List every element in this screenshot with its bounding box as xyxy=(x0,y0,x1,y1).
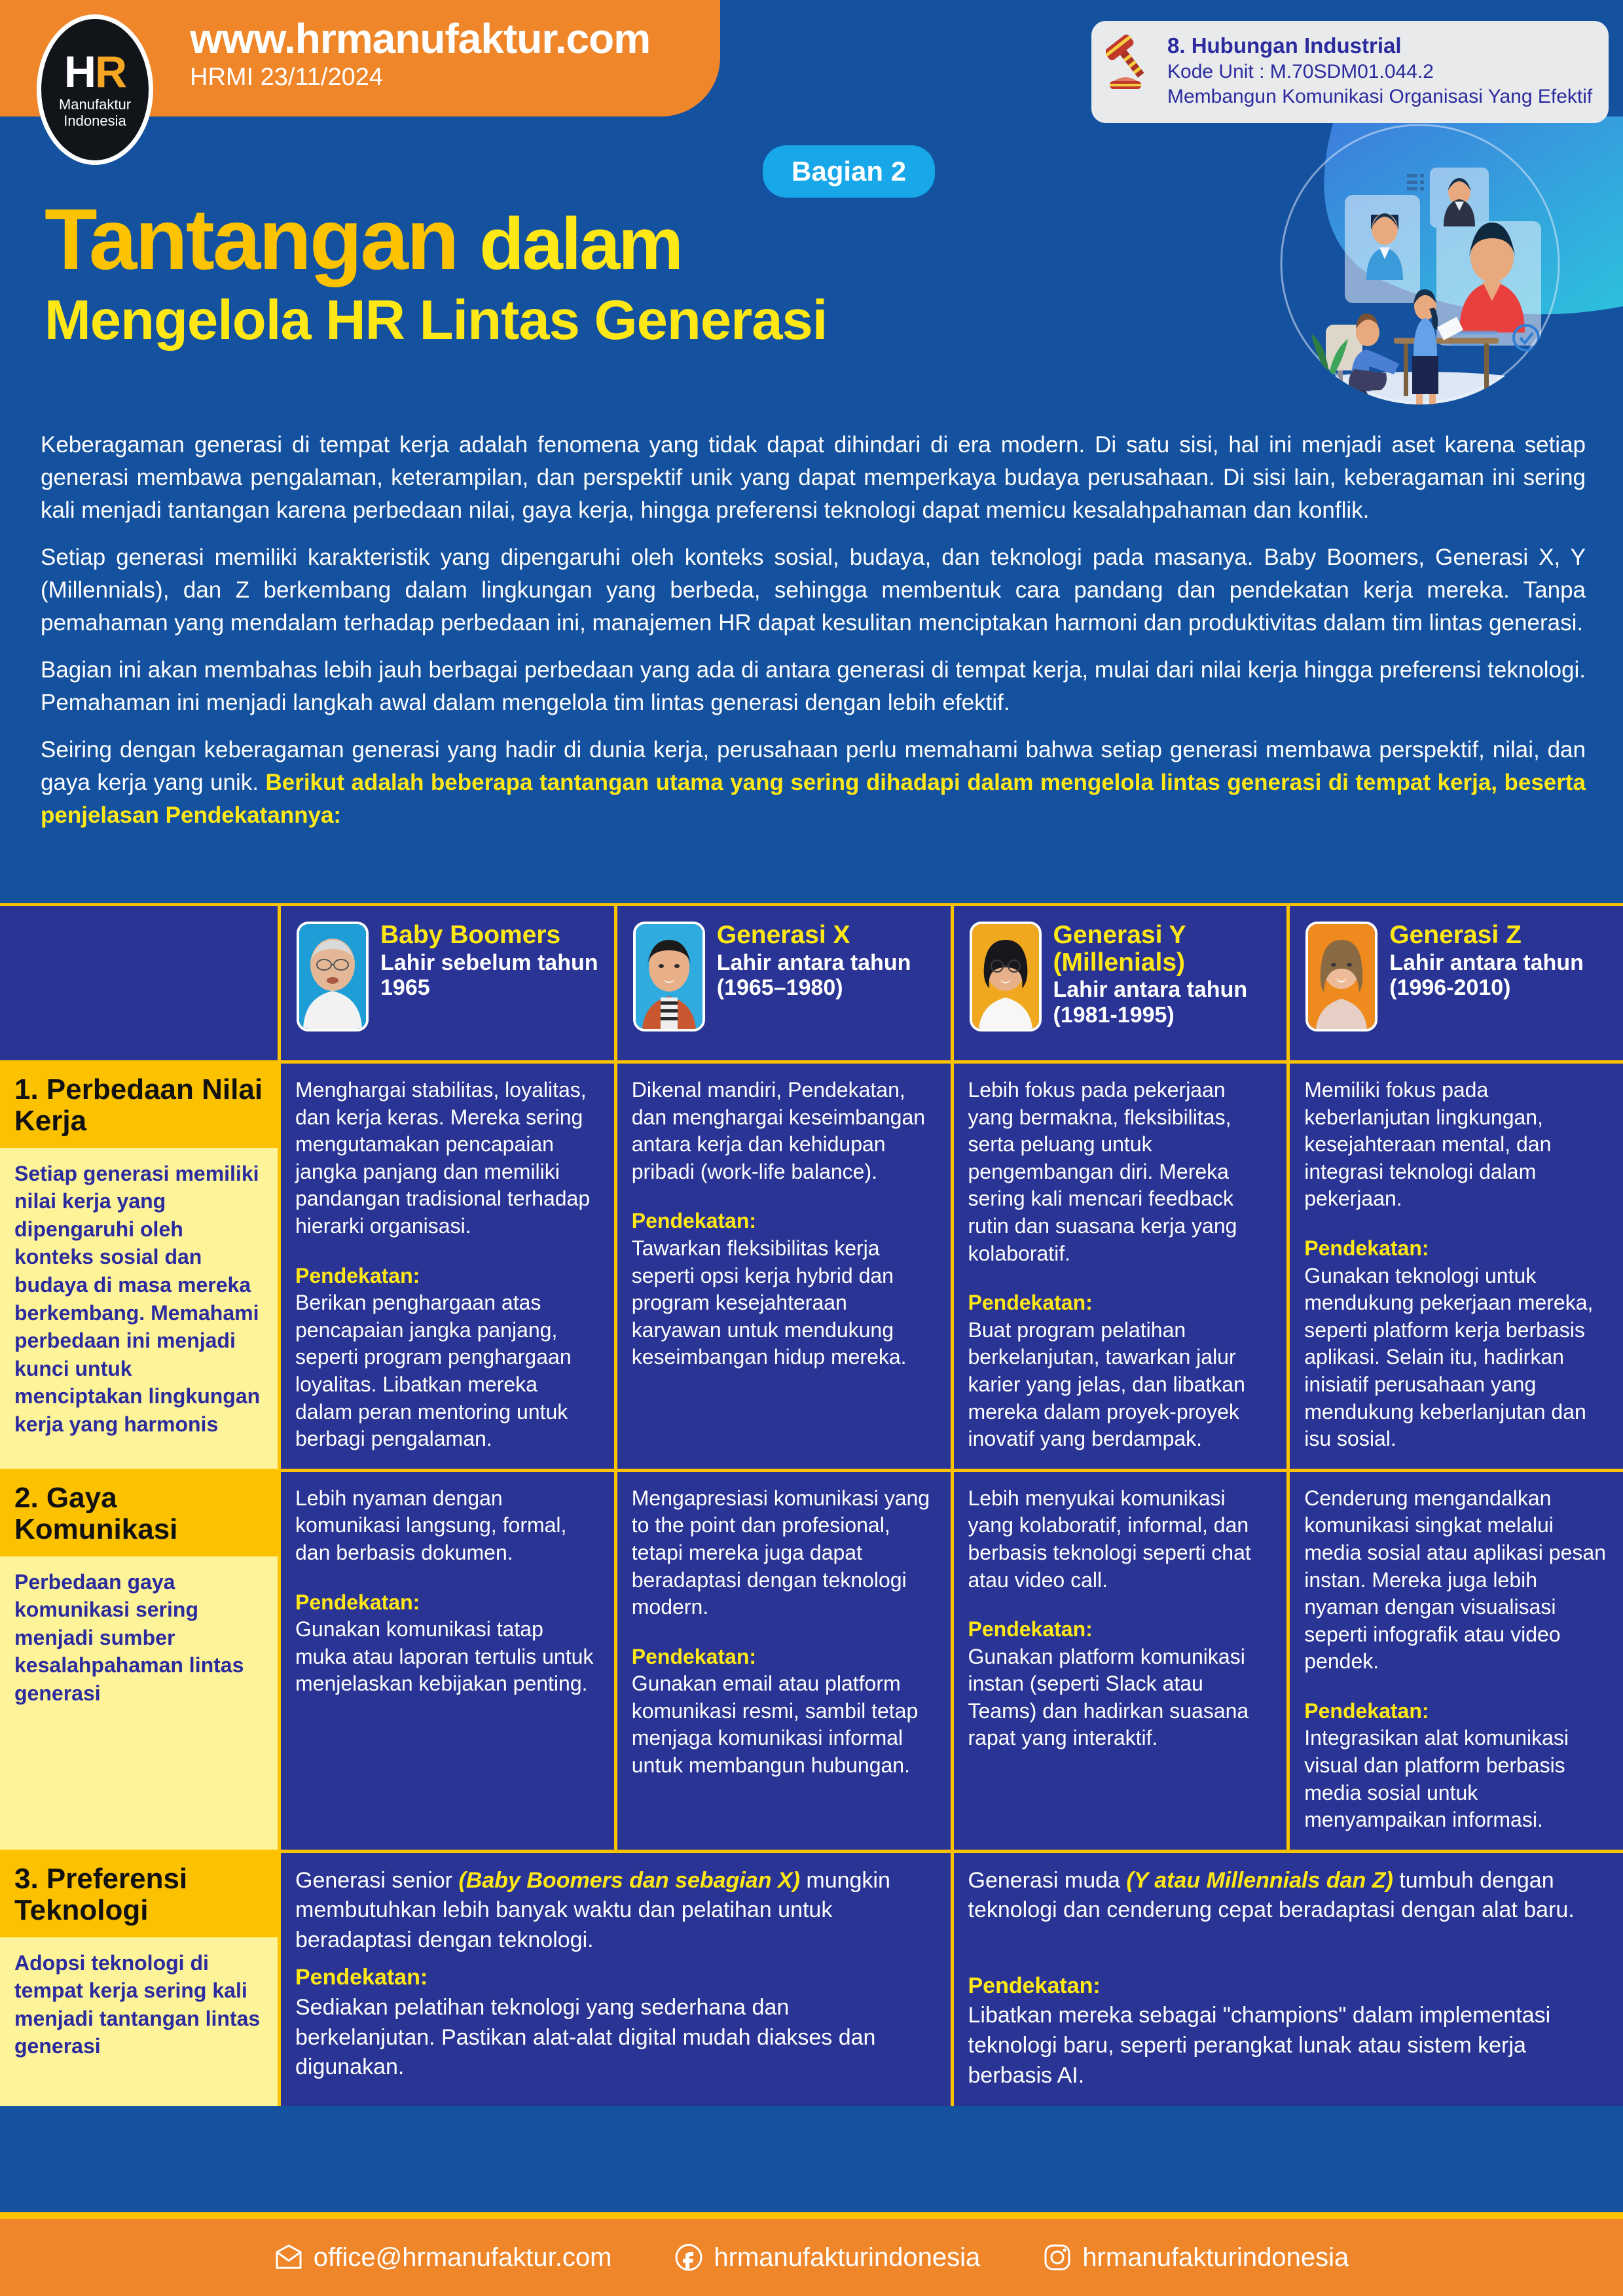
pendekatan-label: Pendekatan: xyxy=(1304,1236,1429,1260)
cell-row3-senior-generations xyxy=(278,1853,951,2106)
generation-name: Generasi Z xyxy=(1389,921,1522,949)
footer-facebook-text: hrmanufakturindonesia xyxy=(714,2242,981,2272)
cell-description: Cenderung mengandalkan komunikasi singkat melalui media sosial atau aplikasi pesan instan. Mereka juga lebih nyaman dengan visualisasi seperti infografik atau video pendek. xyxy=(1304,1486,1606,1674)
part-badge: Bagian 2 xyxy=(763,145,935,198)
footer-instagram[interactable] xyxy=(1043,2243,1349,2272)
column-text-generasi-y xyxy=(1053,922,1277,1028)
cell-approach xyxy=(295,1263,598,1453)
instagram-icon xyxy=(1043,2243,1072,2272)
logo-line1: Manufaktur xyxy=(58,96,132,113)
column-text-generasi-z xyxy=(1389,922,1613,1001)
cell-approach xyxy=(968,1289,1271,1453)
cell-row2-baby-boomers xyxy=(278,1472,614,1850)
table-header-spacer xyxy=(0,906,278,1060)
cell-description: Dikenal mandiri, Pendekatan, dan menghargai keseimbangan antara kerja dan kehidupan pribadi (work-life balance). xyxy=(631,1078,926,1183)
column-header-generasi-x xyxy=(614,906,951,1060)
row-subtitle: Setiap generasi memiliki nilai kerja yang dipengaruhi oleh konteks sosial dan budaya di masa mereka berkembang. Memahami perbedaan ini menjadi kunci untuk menciptakan lingkungan kerja yang harmonis xyxy=(14,1161,261,1436)
cell-row1-generasi-z xyxy=(1286,1064,1623,1469)
cell-row3-young-generations xyxy=(951,1853,1623,2106)
column-header-baby-boomers xyxy=(278,906,614,1060)
pendekatan-text: Sediakan pelatihan teknologi yang sederhana dan berkelanjutan. Pastikan alat-alat digital mudah diakses dan digunakan. xyxy=(295,1995,876,2080)
cell-approach xyxy=(968,1971,1608,2090)
generation-birth-range: Lahir antara tahun (1981-1995) xyxy=(1053,977,1248,1028)
hero-illustration xyxy=(1204,117,1623,418)
footer-instagram-text: hrmanufakturindonesia xyxy=(1082,2242,1349,2272)
intro-p4-plain: Seiring dengan keberagaman generasi yang hadir di dunia kerja, perusahaan perlu memahami bahwa setiap generasi membawa perspektif, nilai, dan gaya kerja yang unik. xyxy=(41,737,1586,796)
unit-description: Membangun Komunikasi Organisasi Yang Efektif xyxy=(1167,85,1593,107)
site-url[interactable]: www.hrmanufaktur.com xyxy=(190,15,651,62)
cell-description: Lebih fokus pada pekerjaan yang bermakna, fleksibilitas, serta peluang untuk pengembangan diri. Mereka sering kali mencari feedback rutin dan suasana kerja yang kolaboratif. xyxy=(968,1078,1237,1265)
page-title xyxy=(45,191,828,351)
title-line-1 xyxy=(45,191,827,287)
pendekatan-text: Integrasikan alat komunikasi visual dan platform berbasis media sosial untuk menyampaikan informasi. xyxy=(1304,1726,1569,1832)
logo-subtext xyxy=(59,97,131,129)
pendekatan-text: Gunakan platform komunikasi instan (seperti Slack atau Teams) dan hadirkan suasana rapat yang interaktif. xyxy=(968,1644,1249,1750)
footer-email[interactable] xyxy=(274,2243,612,2272)
intro-paragraph-3: Bagian ini akan membahas lebih jauh berbagai perbedaan yang ada di antara generasi di tempat kerja, mulai dari nilai kerja hingga preferensi teknologi. Pemahaman ini menjadi langkah awal dalam mengelola tim lintas generasi dengan lebih efektif. xyxy=(41,657,1586,716)
row-subtitle: Adopsi teknologi di tempat kerja sering kali menjadi tantangan lintas generasi xyxy=(14,1950,261,2058)
table-header-row xyxy=(0,903,1623,1060)
page-footer xyxy=(0,2219,1623,2296)
pendekatan-label: Pendekatan: xyxy=(968,1291,1093,1315)
cell-row1-generasi-y xyxy=(951,1064,1287,1469)
cell-description: Memiliki fokus pada keberlanjutan lingkungan, kesejahteraan mental, dan integrasi teknologi dalam pekerjaan. xyxy=(1304,1078,1552,1211)
pendekatan-text: Gunakan teknologi untuk mendukung pekerjaan mereka, seperti platform kerja berbasis aplikasi. Selain itu, hadirkan inisiatif perusahaan yang mendukung keberlanjutan dan isu sosial. xyxy=(1304,1263,1594,1451)
column-header-generasi-y xyxy=(951,906,1287,1060)
desc-prefix: Generasi senior xyxy=(295,1867,459,1893)
avatar-generasi-z xyxy=(1305,922,1377,1031)
cell-approach xyxy=(295,1963,935,2082)
pendekatan-label: Pendekatan: xyxy=(295,1965,428,1990)
generation-birth-range: Lahir sebelum tahun 1965 xyxy=(380,950,598,1001)
intro-p4-highlight: Berikut adalah beberapa tantangan utama yang sering dihadapi dalam mengelola lintas generasi di tempat kerja, beserta penjelasan Pendekatannya: xyxy=(41,770,1586,829)
desc-suffix: mungkin membutuhkan lebih banyak waktu dan pelatihan untuk beradaptasi dengan teknologi. xyxy=(295,1867,890,1952)
cell-description: Lebih menyukai komunikasi yang kolaboratif, informal, dan berbasis teknologi seperti chat atau video call. xyxy=(968,1486,1251,1592)
avatar-baby-boomers xyxy=(297,922,369,1031)
title-word-dalam: dalam xyxy=(479,203,682,285)
cell-row1-generasi-x xyxy=(614,1064,951,1469)
desc-prefix: Generasi muda xyxy=(968,1867,1127,1893)
row-title: 1. Perbedaan Nilai Kerja xyxy=(0,1064,278,1148)
generation-name: Baby Boomers xyxy=(380,921,561,949)
cell-approach xyxy=(968,1616,1271,1752)
logo-initial-r: R xyxy=(95,47,126,98)
desc-emphasis: (Y atau Millennials dan Z) xyxy=(1126,1867,1393,1893)
unit-title: 8. Hubungan Industrial xyxy=(1167,33,1402,58)
pendekatan-text: Berikan penghargaan atas pencapaian jangka panjang, seperti program penghargaan loyalitas. Libatkan mereka dalam peran mentoring untuk berbagi pengalaman. xyxy=(295,1291,572,1451)
generation-name: Generasi X xyxy=(716,921,850,949)
site-date: HRMI 23/11/2024 xyxy=(190,63,384,92)
avatar-generasi-y xyxy=(970,922,1042,1031)
footer-facebook[interactable] xyxy=(674,2243,980,2272)
row-subtitle: Perbedaan gaya komunikasi sering menjadi sumber kesalahpahaman lintas generasi xyxy=(14,1570,244,1705)
pendekatan-text: Libatkan mereka sebagai "champions" dalam implementasi teknologi baru, seperti perangkat lunak atau sistem kerja berbasis AI. xyxy=(968,2003,1551,2088)
table-row xyxy=(0,1469,1623,1850)
logo-line2: Indonesia xyxy=(64,113,126,129)
column-text-baby-boomers xyxy=(380,922,604,1001)
brand-logo xyxy=(37,14,153,165)
row-title: 2. Gaya Komunikasi xyxy=(0,1472,278,1556)
pendekatan-text: Tawarkan fleksibilitas kerja seperti opsi kerja hybrid dan program kesejahteraan karyawan untuk mendukung keseimbangan hidup mereka. xyxy=(631,1236,907,1369)
generation-comparison-table xyxy=(0,903,1623,2106)
pendekatan-label: Pendekatan: xyxy=(968,1973,1101,1998)
cell-description xyxy=(295,1866,935,1956)
row-title: 3. Preferensi Teknologi xyxy=(0,1853,278,1937)
intro-paragraph-1: Keberagaman generasi di tempat kerja adalah fenomena yang tidak dapat dihindari di era modern. Di satu sisi, hal ini menjadi aset karena setiap generasi membawa pengalaman, keterampilan, dan perspektif unik yang dapat memperkaya budaya perusahaan. Di sisi lain, keberagaman ini sering kali menjadi tantangan karena perbedaan nilai, gaya kerja, hingga preferensi teknologi dapat memicu kesalahpahaman dan konflik. xyxy=(41,432,1586,524)
cell-description: Menghargai stabilitas, loyalitas, dan kerja keras. Mereka sering mengutamakan pencapaian jangka panjang dan memiliki pandangan tradisional terhadap hierarki organisasi. xyxy=(295,1078,591,1238)
title-line-2: Mengelola HR Lintas Generasi xyxy=(45,289,828,351)
cell-row2-generasi-y xyxy=(951,1472,1287,1850)
desc-suffix: tumbuh dengan teknologi dan cenderung cepat beradaptasi dengan alat baru. xyxy=(968,1867,1575,1923)
unit-badge xyxy=(1091,21,1609,123)
unit-badge-text xyxy=(1167,34,1592,109)
intro-section xyxy=(41,429,1586,833)
cell-approach xyxy=(295,1589,598,1698)
pendekatan-label: Pendekatan: xyxy=(968,1617,1093,1641)
intro-paragraph-4 xyxy=(41,734,1586,832)
pendekatan-label: Pendekatan: xyxy=(295,1263,420,1287)
footer-email-text: office@hrmanufaktur.com xyxy=(313,2242,612,2272)
cell-row1-baby-boomers xyxy=(278,1064,614,1469)
pendekatan-text: Gunakan komunikasi tatap muka atau laporan tertulis untuk menjelaskan kebijakan penting. xyxy=(295,1617,594,1696)
generation-birth-range: Lahir antara tahun (1965–1980) xyxy=(716,950,911,1001)
cell-description: Mengapresiasi komunikasi yang to the point dan profesional, tetapi mereka juga dapat beradaptasi dengan teknologi modern. xyxy=(631,1486,930,1619)
column-header-generasi-z xyxy=(1286,906,1623,1060)
pendekatan-text: Buat program pelatihan berkelanjutan, tawarkan jalur karier yang jelas, dan libatkan mereka dalam proyek-proyek inovatif yang berdampak. xyxy=(968,1318,1245,1451)
desc-emphasis: (Baby Boomers dan sebagian X) xyxy=(458,1867,800,1893)
intro-paragraph-2: Setiap generasi memiliki karakteristik yang dipengaruhi oleh konteks sosial, budaya, dan teknologi pada masanya. Baby Boomers, Generasi X, Y (Millennials), dan Z berkembang dalam lingkungan yang berbeda, sehingga membentuk cara pandang dan pendekatan kerja mereka. Tanpa pemahaman yang mendalam terhadap perbedaan ini, manajemen HR dapat kesulitan menciptakan harmoni dan produktivitas dalam tim lintas generasi. xyxy=(41,545,1586,636)
pendekatan-text: Gunakan email atau platform komunikasi resmi, sambil tetap menjaga komunikasi informal untuk membangun hubungan. xyxy=(631,1672,919,1778)
row-label-gaya-komunikasi xyxy=(0,1472,278,1850)
cell-approach xyxy=(632,1643,935,1780)
footer-divider xyxy=(0,2212,1623,2219)
cell-approach xyxy=(1304,1698,1607,1834)
hr-team-illustration xyxy=(1204,117,1623,418)
cell-description: Lebih nyaman dengan komunikasi langsung, formal, dan berbasis dokumen. xyxy=(295,1486,567,1564)
title-main-word: Tantangan xyxy=(45,191,458,287)
pendekatan-label: Pendekatan: xyxy=(631,1644,757,1668)
row-label-perbedaan-nilai-kerja xyxy=(0,1064,278,1469)
table-row xyxy=(0,1060,1623,1469)
cell-row2-generasi-x xyxy=(614,1472,951,1850)
row-label-preferensi-teknologi xyxy=(0,1853,278,2106)
email-icon xyxy=(274,2243,303,2272)
column-text-generasi-x xyxy=(717,922,940,1001)
table-row xyxy=(0,1850,1623,2106)
pendekatan-label: Pendekatan: xyxy=(1304,1698,1429,1723)
generation-birth-range: Lahir antara tahun (1996-2010) xyxy=(1389,950,1584,1001)
cell-row2-generasi-z xyxy=(1286,1472,1623,1850)
cell-approach xyxy=(1304,1235,1607,1453)
avatar-generasi-x xyxy=(633,922,705,1031)
cell-approach xyxy=(632,1208,935,1371)
logo-initials: HR xyxy=(64,47,126,98)
page-header xyxy=(0,0,1623,131)
pendekatan-label: Pendekatan: xyxy=(631,1209,757,1233)
header-text-block xyxy=(190,17,650,92)
unit-code: Kode Unit : M.70SDM01.044.2 xyxy=(1167,60,1434,82)
gavel-icon xyxy=(1106,34,1157,92)
pendekatan-label: Pendekatan: xyxy=(295,1590,420,1614)
generation-name: Generasi Y (Millenials) xyxy=(1053,921,1186,977)
facebook-icon xyxy=(674,2243,703,2272)
cell-description xyxy=(968,1866,1608,1926)
